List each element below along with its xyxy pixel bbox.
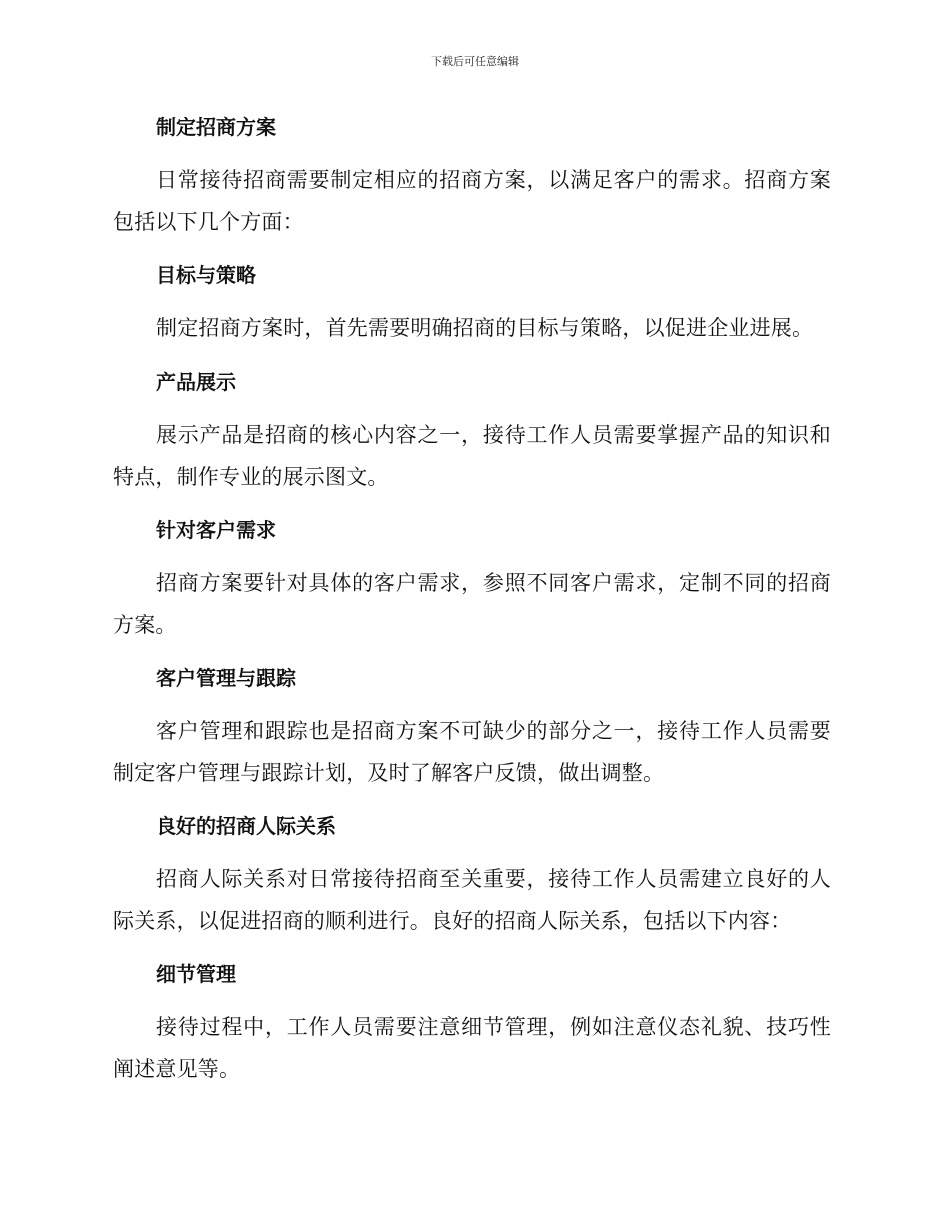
section-heading-details: 细节管理 — [156, 962, 236, 986]
section-heading-relationships: 良好的招商人际关系 — [156, 814, 336, 838]
section-paragraph-details: 接待过程中，工作人员需要注意细节管理，例如注意仪态礼貌、技巧性阐述意见等。 — [113, 1015, 831, 1081]
section-paragraph-customer-management: 客户管理和跟踪也是招商方案不可缺少的部分之一，接待工作人员需要制定客户管理与跟踪计划，及时了解客户反馈，做出调整。 — [113, 719, 831, 785]
section-paragraph-customer-needs: 招商方案要针对具体的客户需求，参照不同客户需求，定制不同的招商方案。 — [113, 571, 831, 637]
section-heading-plan: 制定招商方案 — [156, 115, 276, 139]
section-heading-customer-needs: 针对客户需求 — [156, 518, 276, 542]
section-paragraph-relationships: 招商人际关系对日常接待招商至关重要，接待工作人员需建立良好的人际关系，以促进招商的顺利进行。良好的招商人际关系，包括以下内容： — [113, 867, 831, 933]
document-body — [113, 108, 831, 1103]
section-paragraph-product: 展示产品是招商的核心内容之一，接待工作人员需要掌握产品的知识和特点，制作专业的展示图文。 — [113, 423, 831, 489]
section-heading-product: 产品展示 — [156, 370, 236, 394]
section-heading-goals: 目标与策略 — [156, 263, 256, 287]
page-header: 下载后可任意编辑 — [431, 55, 519, 68]
section-heading-customer-management: 客户管理与跟踪 — [156, 666, 296, 690]
section-paragraph-plan: 日常接待招商需要制定相应的招商方案，以满足客户的需求。招商方案包括以下几个方面： — [113, 168, 831, 234]
section-paragraph-goals: 制定招商方案时，首先需要明确招商的目标与策略，以促进企业进展。 — [156, 316, 814, 340]
